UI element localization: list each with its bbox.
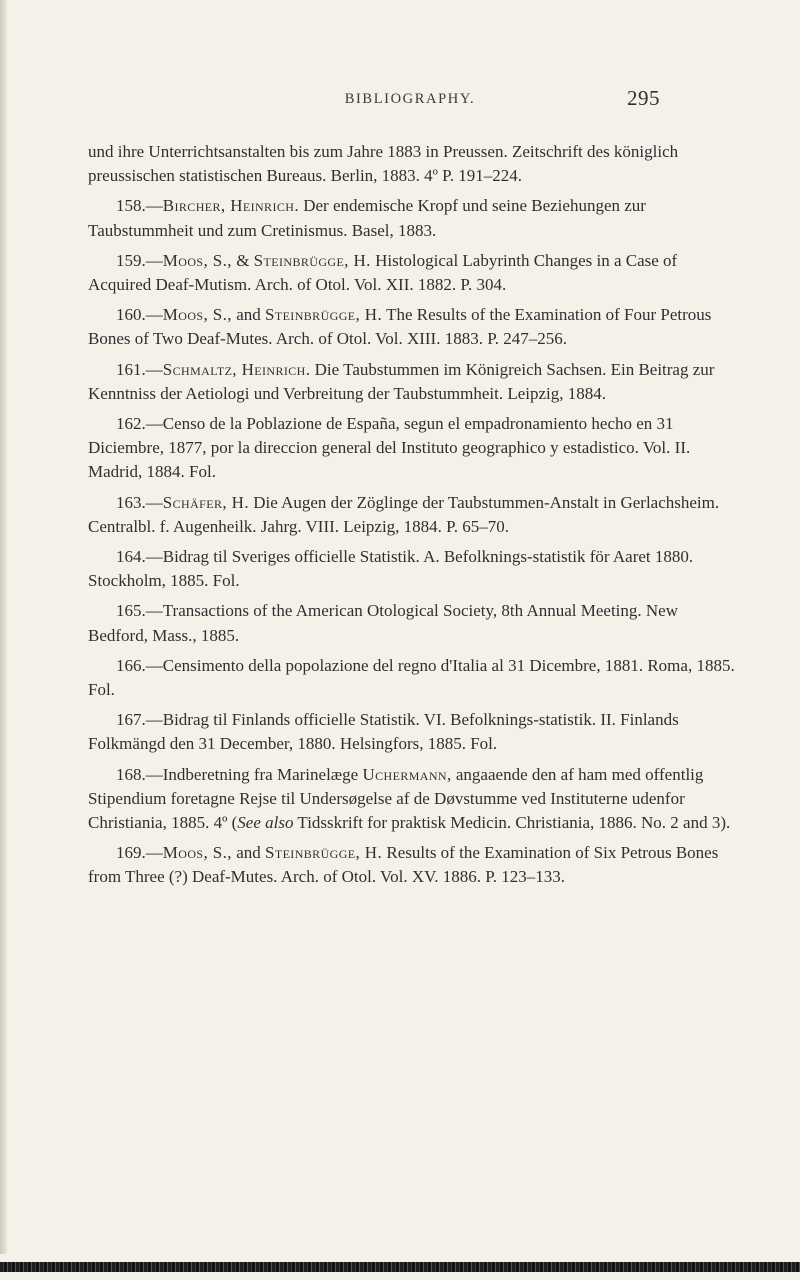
running-title: BIBLIOGRAPHY. [344,91,476,107]
entry-160: 160.—Moos, S., and Steinbrügge, H. The Results of the Examination of Four Petrous Bones of Two Deaf-Mutes. Arch. of Otol. Vol. XIII. 1883. P. 247–256. [88,305,712,349]
entry-number: 161. [116,359,146,379]
entry-text: Bidrag til Finlands officielle Statistik. VI. Befolknings-statistik. II. Finlands Folkmängd den 31 December, 1880. Helsingfors, 1885. Fol. [88,710,679,754]
entry-162: 162.—Censo de la Poblazione de España, segun el empadronamiento hecho en 31 Diciembre, 1877, por la direccion general del Instituto geographico y estadistico. Vol. II. Madrid, 1884. Fol. [88,414,691,482]
entry-161: 161.—Schmaltz, Heinrich. Die Taubstummen im Königreich Sachsen. Ein Beitrag zur Kenntniss der Aetiologi und Verbreitung der Taubstummheit. Leipzig, 1884. [88,359,715,403]
entry-author: Uchermann, [362,764,452,784]
entry-number: 162. [116,414,146,434]
entry-text: Die Taubstummen im Königreich Sachsen. Ein Beitrag zur Kenntniss der Aetiologi und Verbreitung der Taubstummheit. Leipzig, 1884. [88,359,715,403]
entry-166: 166.—Censimento della popolazione del regno d'Italia al 31 Dicembre, 1881. Roma, 1885. Fol. [88,655,735,700]
entry-author: Bircher, Heinrich. [162,196,299,216]
entry-text: Censimento della popolazione del regno d'Italia al 31 Dicembre, 1881. Roma, 1885. Fol. [88,655,735,700]
entry-number: 160. [116,305,146,325]
entry-number: 165. [116,601,146,621]
entry-158: 158.—Bircher, Heinrich. Der endemische Kropf und seine Beziehungen zur Taubstummheit und zum Cretinismus. Basel, 1883. [88,196,646,240]
entry-number: 159. [116,250,146,270]
entry-text: Die Augen der Zöglinge der Taubstummen-Anstalt in Gerlachsheim. Centralbl. f. Augenheilk. Jahrg. VIII. Leipzig, 1884. P. 65–70. [88,492,720,536]
entry-number: 158. [116,196,146,216]
scan-bottom-edge [0,1254,800,1280]
entry-author: Moos, S., [162,305,232,325]
entry-159: 159.—Moos, S., & Steinbrügge, H. Histological Labyrinth Changes in a Case of Acquired Deaf-Mutism. Arch. of Otol. Vol. XII. 1882. P. 304. [88,250,678,295]
bibliography-list [88,140,742,896]
entry-text: The Results of the Examination of Four Petrous Bones of Two Deaf-Mutes. Arch. of Otol. Vol. XIII. 1883. P. 247–256. [88,305,712,349]
entry-number: 168. [116,764,146,784]
page-edge [0,0,7,1280]
entry-167: 167.—Bidrag til Finlands officielle Statistik. VI. Befolknings-statistik. II. Finlands Folkmängd den 31 December, 1880. Helsingfors, 1885. Fol. [88,710,679,754]
entry-author: Moos, S., [162,250,232,270]
entry-169: 169.—Moos, S., and Steinbrügge, H. Results of the Examination of Six Petrous Bones from Three (?) Deaf-Mutes. Arch. of Otol. Vol. XV. 1886. P. 123–133. [88,843,719,887]
entry-163: 163.—Schäfer, H. Die Augen der Zöglinge der Taubstummen-Anstalt in Gerlachsheim. Centralbl. f. Augenheilk. Jahrg. VIII. Leipzig, 1884. P. 65–70. [88,492,720,536]
entry-author: Steinbrügge, H. [264,305,383,325]
entry-text: Results of the Examination of Six Petrous Bones from Three (?) Deaf-Mutes. Arch. of Otol. Vol. XV. 1886. P. 123–133. [88,843,719,887]
entry-continuation: und ihre Unterrichtsanstalten bis zum Jahre 1883 in Preussen. Zeitschrift des königlich preussischen statistischen Bureaus. Berlin, 1883. 4º P. 191–224. [88,142,679,186]
entry-number: 169. [116,843,146,863]
entry-author: Schmaltz, Heinrich. [162,359,311,379]
entry-text: Histological Labyrinth Changes in a Case of Acquired Deaf-Mutism. Arch. of Otol. Vol. XII. 1882. P. 304. [88,250,678,295]
entry-text: Censo de la Poblazione de España, segun el empadronamiento hecho en 31 Diciembre, 1877, por la direccion general del Instituto geographico y estadistico. Vol. II. Madrid, 1884. Fol. [88,414,691,482]
entry-text: angaaende den af ham med offentlig Stipendium foretagne Rejse til Undersøgelse af de Døvstumme ved Instituterne udenfor Christiania, 1885. 4º ( [88,764,704,833]
page-number: 295 [627,86,660,110]
entry-number: 166. [116,655,146,675]
entry-168: 168.—Indberetning fra Marinelæge Uchermann, angaaende den af ham med offentlig Stipendium foretagne Rejse til Undersøgelse af de Døvstumme ved Instituterne udenfor Christiania, 1885. 4º (See also Tidsskrift for praktisk Medicin. Christiania, 1886. No. 2 and 3). [88,764,731,833]
entry-author: Steinbrügge, H. [253,250,371,270]
entry-text: Tidsskrift for praktisk Medicin. Christiania, 1886. No. 2 and 3). [297,813,731,833]
entry-author: Schäfer, H. [162,492,249,512]
entry-text: Indberetning fra Marinelæge [162,764,359,784]
entry-164: 164.—Bidrag til Sveriges officielle Statistik. A. Befolknings-statistik för Aaret 1880. Stockholm, 1885. Fol. [88,547,694,591]
entry-author: Moos, S., [162,843,232,863]
entry-number: 164. [116,547,146,567]
entry-165: 165.—Transactions of the American Otological Society, 8th Annual Meeting. New Bedford, Mass., 1885. [88,601,679,645]
entry-number: 163. [116,492,146,512]
entry-text: Transactions of the American Otological Society, 8th Annual Meeting. New Bedford, Mass., 1885. [88,601,679,645]
page-header [60,86,760,116]
see-also: See also [237,813,294,833]
entry-number: 167. [116,710,146,730]
entry-text: Bidrag til Sveriges officielle Statistik. A. Befolknings-statistik för Aaret 1880. Stockholm, 1885. Fol. [88,547,694,591]
entry-author: Steinbrügge, H. [264,843,383,863]
entry-text: Der endemische Kropf und seine Beziehungen zur Taubstummheit und zum Cretinismus. Basel, 1883. [88,196,646,240]
